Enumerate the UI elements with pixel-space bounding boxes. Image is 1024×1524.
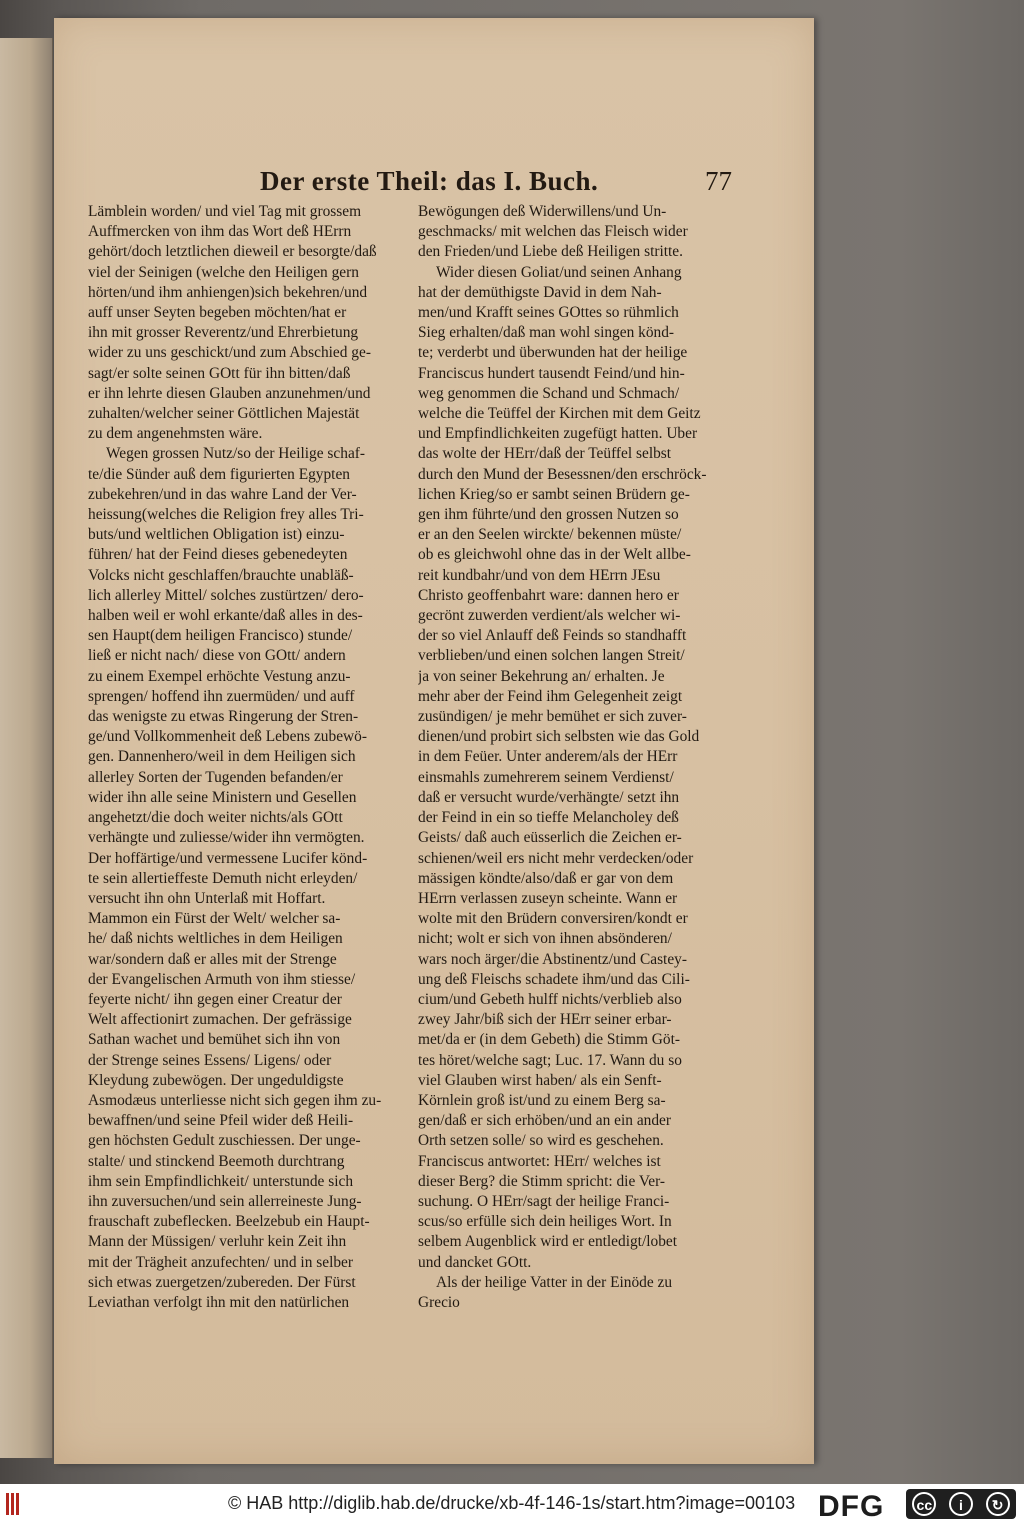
text-line: hörten/und ihm anhiengen)sich bekehren/und [88,283,368,301]
text-line: der Feind in ein so tieffe Melancholey deß [418,809,679,827]
text-line: Als der heilige Vatter in der Einöde zu [436,1273,673,1291]
text-line: frauschaft zubeflecken. Beelzebub ein Haupt- [88,1213,370,1231]
page-number: 77 [705,166,732,196]
text-line: Orth setzen solle/ so wird es geschehen. [418,1132,664,1150]
text-line: auff unser Seyten begeben möchten/hat er [88,304,347,322]
text-line: sen Haupt(dem heiligen Francisco) stunde/ [88,627,353,645]
text-line: gen ihm führte/und den grossen Nutzen so [418,506,679,524]
text-line: viel Glauben wirst haben/ als ein Senft- [418,1071,662,1089]
text-line: lichen Krieg/so er sambt seinen Brüdern ge- [418,485,690,503]
text-line: und Empfindlichkeiten zugefügt hatten. Uber [418,425,698,443]
text-line: das wenigste zu etwas Ringerung der Stren- [88,708,359,726]
text-line: zuhalten/welcher seiner Göttlichen Majestät [88,405,360,423]
text-line: Volcks nicht geschlaffen/brauchte unabläß- [88,566,354,584]
text-line: buts/und weltlichen Obligation ist) einzu- [88,526,345,544]
text-line: heissung(welches die Religion frey alles Tri- [88,506,364,524]
text-line: Mann der Müssigen/ verluhr kein Zeit ihn [88,1233,347,1251]
text-line: schienen/weil ers nicht mehr verdecken/oder [418,849,694,867]
text-line: Welt affectionirt zumachen. Der gefrässige [88,1011,352,1029]
text-line: hat der demüthigste David in dem Nah- [418,283,662,301]
text-line: Bewögungen deß Widerwillens/und Un- [418,203,667,220]
text-line: der Strenge seines Essens/ Ligens/ oder [88,1051,332,1069]
text-line: dienen/und probirt sich selbsten wie das Gold [418,728,700,746]
text-line: weg genommen die Schand und Schmach/ [418,384,680,402]
text-line: wider zu uns geschickt/und zum Abschied ge- [88,344,371,362]
text-line: nicht; wolt er sich von ihnen absönderen/ [418,930,672,948]
text-line: Franciscus hundert tausendt Feind/und hin- [418,364,685,382]
text-line: den Frieden/und Liebe deß Heiligen stritte. [418,243,683,261]
right-text-column [418,202,738,1313]
text-line: und dancket GOtt. [418,1253,532,1271]
text-line: selbem Augenblick wird er entledigt/lobet [418,1233,678,1251]
text-line: mehr aber der Feind ihm Gelegenheit zeigt [418,687,683,705]
dfg-logo[interactable]: DFG [818,1490,885,1523]
text-line: er ihn lehrte diesen Glauben anzunehmen/und [88,384,371,402]
text-line: ja von seiner Bekehrung an/ erhalten. Je [418,667,665,685]
text-line: welche die Teüffel der Kirchen mit dem Geitz [418,405,701,423]
text-line: suchung. O HErr/sagt der heilige Franci- [418,1192,670,1210]
text-line: bewaffnen/und seine Pfeil wider deß Heili- [88,1112,354,1130]
text-line: Mammon ein Fürst der Welt/ welcher sa- [88,910,341,928]
text-line: wars noch ärger/die Abstinentz/und Castey- [418,950,687,968]
text-line: der Evangelischen Armuth von ihm stiesse/ [88,970,356,988]
text-line: geschmacks/ mit welchen das Fleisch wider [418,223,688,241]
text-line: angehetzt/die doch weiter nichts/als GOtt [88,809,343,827]
sa-icon: ↻ [986,1492,1010,1516]
text-line: Asmodæus unterliesse nicht sich gegen ihm zu- [88,1091,382,1109]
page-header [260,166,740,202]
text-line: führen/ hat der Feind dieses gebenedeyten [88,546,348,564]
text-line: wider ihn alle seine Ministern und Gesellen [88,788,357,806]
text-line: ihn mit grosser Reverentz/und Ehrerbietung [88,324,359,342]
text-line: einsmahls zumehrerem seinem Verdienst/ [418,768,674,786]
text-line: allerley Sorten der Tugenden befanden/er [88,768,343,786]
text-line: Leviathan verfolgt ihn mit den natürlichen [88,1293,350,1311]
text-line: versucht ihn ohn Unterlaß mit Hoffart. [88,889,326,907]
text-line: ung deß Fleischs schadete ihm/und das Cili- [418,970,690,988]
text-line: scus/so erfülle sich dein heiliges Wort. In [418,1213,672,1231]
text-line: met/da er (in dem Gebeth) die Stimm Göt- [418,1031,681,1049]
text-line: er an den Seelen wirckte/ bekennen müste/ [418,526,682,544]
running-head: Der erste Theil: das I. Buch. [260,166,599,196]
text-line: war/sondern daß er alles mit der Strenge [88,950,337,968]
text-line: mässigen köndte/also/daß er gar von dem [418,869,674,887]
archive-icon [6,1493,24,1515]
text-line: ihn zuversuchen/und sein allerreineste Jung- [88,1192,362,1210]
text-line: der so viel Anlauff deß Feinds so standhafft [418,627,687,645]
text-line: cium/und Gebeth hulff nichts/verblieb also [418,990,682,1008]
text-line: in dem Feüer. Unter anderem/als der HErr [418,748,678,766]
text-line: durch den Mund der Besessnen/den erschröck- [418,465,707,483]
text-line: zu einem Exempel erhöchte Vestung anzu- [88,667,351,685]
text-line: Sieg erhalten/daß man wohl singen könd- [418,324,675,342]
credit-link[interactable]: © HAB http://diglib.hab.de/drucke/xb-4f-146-1s/start.htm?image=00103 [228,1493,796,1513]
text-line: Sathan wachet und bemühet sich ihn von [88,1031,341,1049]
text-line: wolte mit den Brüdern conversiren/kondt er [418,910,688,928]
previous-page-edge [0,38,53,1458]
text-line: verblieben/und einen solchen langen Streit/ [418,647,685,665]
text-line: te/die Sünder auß dem figurierten Egypten [88,465,350,483]
text-line: Lämblein worden/ und viel Tag mit grossem [88,203,362,220]
text-line: ihm sein Empfindlichkeit/ unterstunde sich [88,1172,354,1190]
text-line: Geists/ daß auch eüsserlich die Zeichen er- [418,829,682,847]
text-line: Der hoffärtige/und vermessene Lucifer könd- [88,849,368,867]
text-line: daß er versucht wurde/verhängte/ setzt ihn [418,788,680,806]
text-line: das wolte der HErr/daß der Teüffel selbst [418,445,672,463]
text-line: gen/daß er sich erhöben/und an ein ander [418,1112,671,1130]
cc-icon: cc [912,1492,936,1516]
text-line: zwey Jahr/biß sich der HErr seiner erbar- [418,1011,672,1029]
text-line: Wegen grossen Nutz/so der Heilige schaf- [106,445,366,463]
text-line: Auffmercken von ihm das Wort deß HErrn [88,223,352,241]
by-icon: i [949,1492,973,1516]
text-line: men/und Krafft seines GOttes so rühmlich [418,304,679,322]
text-line: gen höchsten Gedult zuschiessen. Der unge- [88,1132,361,1150]
text-line: stalte/ und stinckend Beemoth durchtrang [88,1152,345,1170]
text-line: Wider diesen Goliat/und seinen Anhang [436,263,682,281]
text-line: gecrönt zuwerden verdient/als welcher wi- [418,607,681,625]
text-line: zusündigen/ je mehr bemühet er sich zuver- [418,708,687,726]
text-line: gen. Dannenhero/weil in dem Heiligen sich [88,748,356,766]
text-line: lich allerley Mittel/ solches zustürtzen/ dero- [88,586,364,604]
left-text-column [88,202,408,1313]
text-line: verhängte und zuliesse/wider ihn vermögten. [88,829,365,847]
text-line: Kleydung zubewögen. Der ungeduldigste [88,1071,344,1089]
license-badge[interactable] [906,1489,1016,1519]
text-line: zubekehren/und in das wahre Land der Ver- [88,485,357,503]
text-line: reit kundbahr/und von dem HErrn JEsu [418,566,661,584]
text-line: sprengen/ hoffend ihn zuermüden/ und auff [88,687,355,705]
text-line: Grecio [418,1293,460,1311]
text-line: sich etwas zuergetzen/zubereden. Der Fürst [88,1273,356,1291]
text-line: ge/und Vollkommenheit deß Lebens zubewö- [88,728,367,746]
text-line: halben weil er wohl erkante/daß alles in des- [88,607,363,625]
text-line: Körnlein groß ist/und zu einem Berg sa- [418,1091,666,1109]
text-line: ließ er nicht nach/ diese von GOtt/ andern [88,647,346,665]
footer-bar [0,1484,1024,1524]
text-line: dieser Berg? die Stimm spricht: die Ver- [418,1172,666,1190]
text-line: feyerte nicht/ ihn gegen einer Creatur der [88,990,342,1008]
text-line: Christo geoffenbahrt ware: dannen hero er [418,586,679,604]
text-line: sagt/er solte seinen GOtt für ihn bitten/daß [88,364,351,382]
text-line: he/ daß nichts weltliches in dem Heiligen [88,930,343,948]
text-line: mit der Trägheit anzufechten/ und in selber [88,1253,353,1271]
text-line: zu dem angenehmsten wäre. [88,425,263,443]
text-line: te sein allertieffeste Demuth nicht erleyden/ [88,869,358,887]
text-line: gehört/doch letztlichen dieweil er besorgte/daß [88,243,377,261]
text-line: tes höret/welche sagt; Luc. 17. Wann du so [418,1051,682,1069]
text-line: HErrn verlassen zuseyn scheinte. Wann er [418,889,678,907]
text-line: Franciscus antwortet: HErr/ welches ist [418,1152,661,1170]
text-line: ob es gleichwohl ohne das in der Welt allbe- [418,546,691,564]
text-line: viel der Seinigen (welche den Heiligen gern [88,263,359,281]
text-line: te; verderbt und überwunden hat der heilige [418,344,688,362]
